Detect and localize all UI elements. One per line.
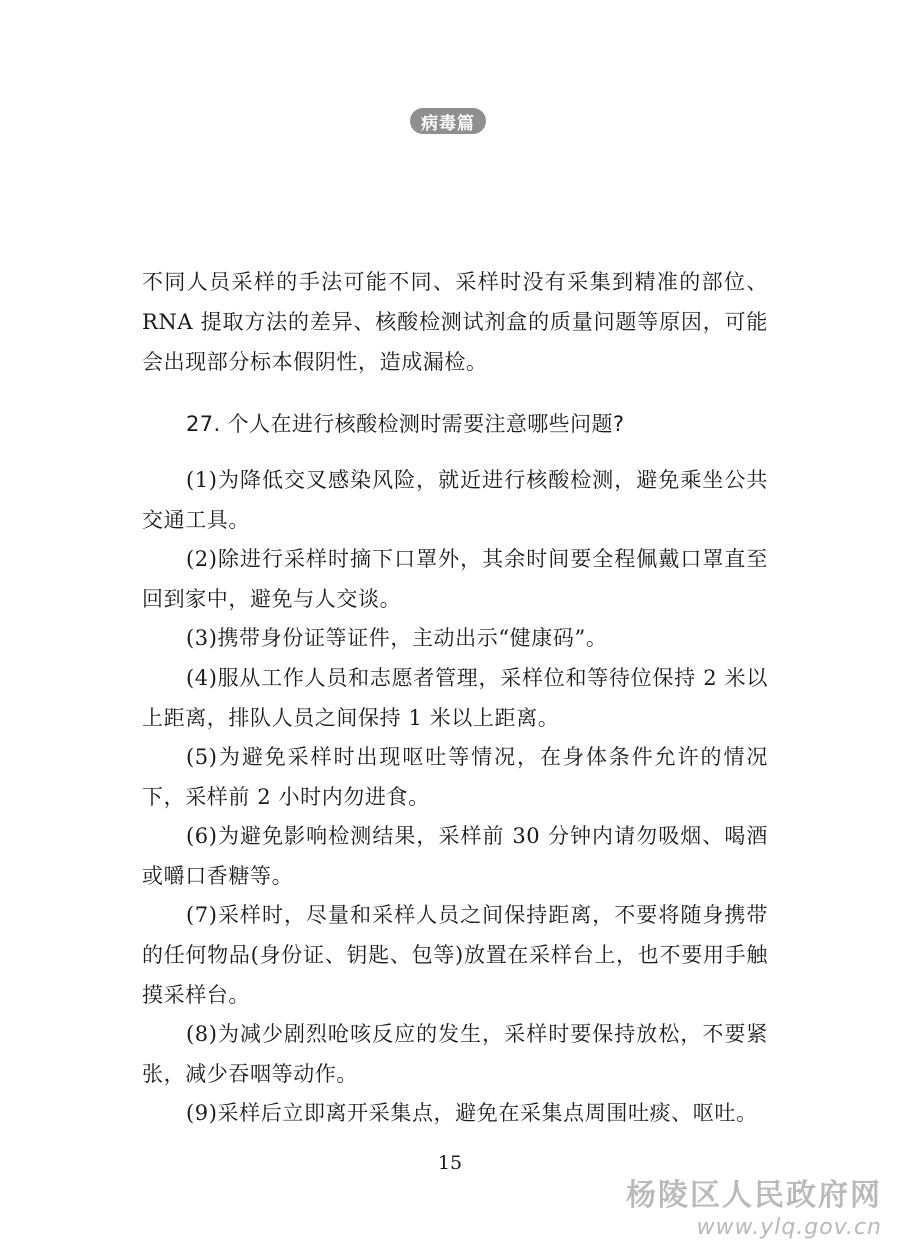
chapter-badge-label: 病毒篇 [421, 113, 475, 134]
list-item-1: (1)为降低交叉感染风险，就近进行核酸检测，避免乘坐公共交通工具。 [142, 468, 768, 532]
watermark-site-name: 杨陵区人民政府网 [626, 1178, 882, 1213]
chapter-badge [410, 108, 486, 134]
list-item-3: (3)携带身份证等证件，主动出示“健康码”。 [186, 626, 608, 650]
list-item-9: (9)采样后立即离开采集点，避免在采集点周围吐痰、呕吐。 [186, 1101, 758, 1125]
page-number: 15 [437, 1152, 463, 1174]
site-watermark [626, 1178, 882, 1242]
intro-paragraph: 不同人员采样的手法可能不同、采样时没有采集到精准的部位、RNA 提取方法的差异、核酸检测试剂盒的质量问题等原因，可能会出现部分标本假阴性，造成漏检。 [142, 270, 768, 374]
list-item-6: (6)为避免影响检测结果，采样前 30 分钟内请勿吸烟、喝酒或嚼口香糖等。 [142, 824, 768, 888]
list-item-4: (4)服从工作人员和志愿者管理，采样位和等待位保持 2 米以上距离，排队人员之间保持 1 米以上距离。 [142, 666, 768, 730]
section-heading: 27. 个人在进行核酸检测时需要注意哪些问题? [186, 412, 625, 436]
list-item-5: (5)为避免采样时出现呕吐等情况，在身体条件允许的情况下，采样前 2 小时内勿进食。 [142, 745, 768, 809]
list-item-7: (7)采样时，尽量和采样人员之间保持距离，不要将随身携带的任何物品(身份证、钥匙、包等)放置在采样台上，也不要用手触摸采样台。 [142, 903, 768, 1007]
list-item-2: (2)除进行采样时摘下口罩外，其余时间要全程佩戴口罩直至回到家中，避免与人交谈。 [142, 547, 768, 611]
watermark-site-url: www.ylq.gov.cn [696, 1215, 882, 1240]
list-item-8: (8)为减少剧烈呛咳反应的发生，采样时要保持放松，不要紧张，减少吞咽等动作。 [142, 1022, 768, 1086]
